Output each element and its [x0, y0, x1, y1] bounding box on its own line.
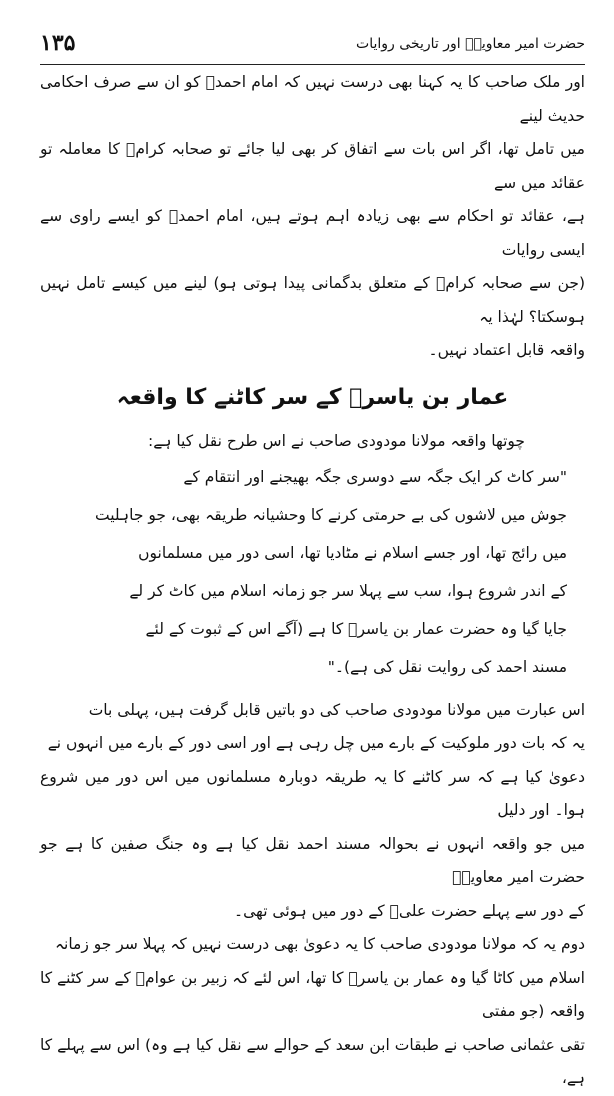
text-line: اور ملک صاحب کا یہ کہنا بھی درست نہیں کہ امام احمدؒ کو ان سے صرف احکامی حدیث لینے — [40, 73, 585, 125]
quote-line: جوش میں لاشوں کی بے حرمتی کرنے کا وحشیانہ طریقہ بھی، جو جاہلیت — [95, 505, 567, 524]
text-line: تقی عثمانی صاحب نے طبقات ابن سعد کے حوالے سے نقل کیا ہے وہ) اس سے پہلے کا ہے، — [40, 1035, 585, 1087]
text-line: (جن سے صحابہ کرامؓ کے متعلق بدگمانی پیدا ہوتی ہو) لینے میں کیسے تامل نہیں ہوسکتا؟ لہٰذا یہ — [40, 274, 585, 326]
text-line: اس عبارت میں مولانا مودودی صاحب کی دو باتیں قابل گرفت ہیں، پہلی بات — [88, 700, 585, 719]
quote-line: مسند احمد کی روایت نقل کی ہے)۔" — [327, 657, 567, 676]
quote-intro: چوتھا واقعہ مولانا مودودی صاحب نے اس طرح نقل کیا ہے: — [148, 431, 525, 450]
quote-line: جایا گیا وہ حضرت عمار بن یاسرؓ کا ہے (آگے اس کے ثبوت کے لئے — [145, 619, 567, 638]
quote-line: میں رائج تھا، اور جسے اسلام نے مٹادیا تھا، اسی دور میں مسلمانوں — [138, 543, 567, 562]
page-body — [40, 66, 585, 1096]
page-number: ۱۳۵ — [40, 30, 76, 56]
text-line: دوم یہ کہ مولانا مودودی صاحب کا یہ دعویٰ بھی درست نہیں کہ پہلا سر جو زمانہ — [54, 935, 585, 953]
text-line: اسلام میں کاٹا گیا وہ عمار بن یاسرؓ کا تھا، اس لئے کہ زبیر بن عوامؓ کے سر کٹنے کا واقعہ (جو مفتی — [40, 968, 585, 1020]
page-header — [40, 30, 585, 65]
quote-line: "سر کاٹ کر ایک جگہ سے دوسری جگہ بھیجنے اور انتقام کے — [183, 467, 567, 486]
running-title: حضرت امیر معاویہؓ اور تاریخی روایات — [356, 36, 585, 52]
paragraph-1 — [40, 66, 585, 368]
text-line: دعویٰ کیا ہے کہ سر کاٹنے کا یہ طریقہ دوبارہ مسلمانوں میں اس دور میں شروع ہوا۔ اور دلیل — [40, 767, 585, 819]
block-quote — [40, 458, 585, 686]
section-heading: عمار بن یاسرؓ کے سر کاٹنے کا واقعہ — [116, 384, 509, 410]
text-line: میں جو واقعہ انہوں نے بحوالہ مسند احمد نقل کیا ہے وہ جنگ صفین کا ہے جو حضرت امیر معاویہؓ — [40, 834, 585, 886]
text-line: میں تامل تھا، اگر اس بات سے اتفاق کر بھی لیا جائے تو صحابہ کرامؓ کا معاملہ تو عقائد میں سے — [40, 140, 585, 192]
paragraph-2 — [40, 694, 585, 929]
text-line: یہ کہ بات دور ملوکیت کے بارے میں چل رہی ہے اور اسی دور کے بارے میں انہوں نے — [47, 734, 585, 752]
text-line: کے دور سے پہلے حضرت علیؓ کے دور میں ہوئی تھی۔ — [234, 901, 585, 920]
quote-line: کے اندر شروع ہوا، سب سے پہلا سر جو زمانہ اسلام میں کاٹ کر لے — [129, 581, 567, 600]
paragraph-3 — [40, 928, 585, 1096]
text-line: ہے، عقائد تو احکام سے بھی زیادہ اہم ہوتے ہیں، امام احمدؒ کو ایسے راوی سے ایسی روایات — [40, 207, 585, 259]
spacer — [40, 686, 585, 694]
text-line: واقعہ قابل اعتماد نہیں۔ — [428, 341, 585, 359]
